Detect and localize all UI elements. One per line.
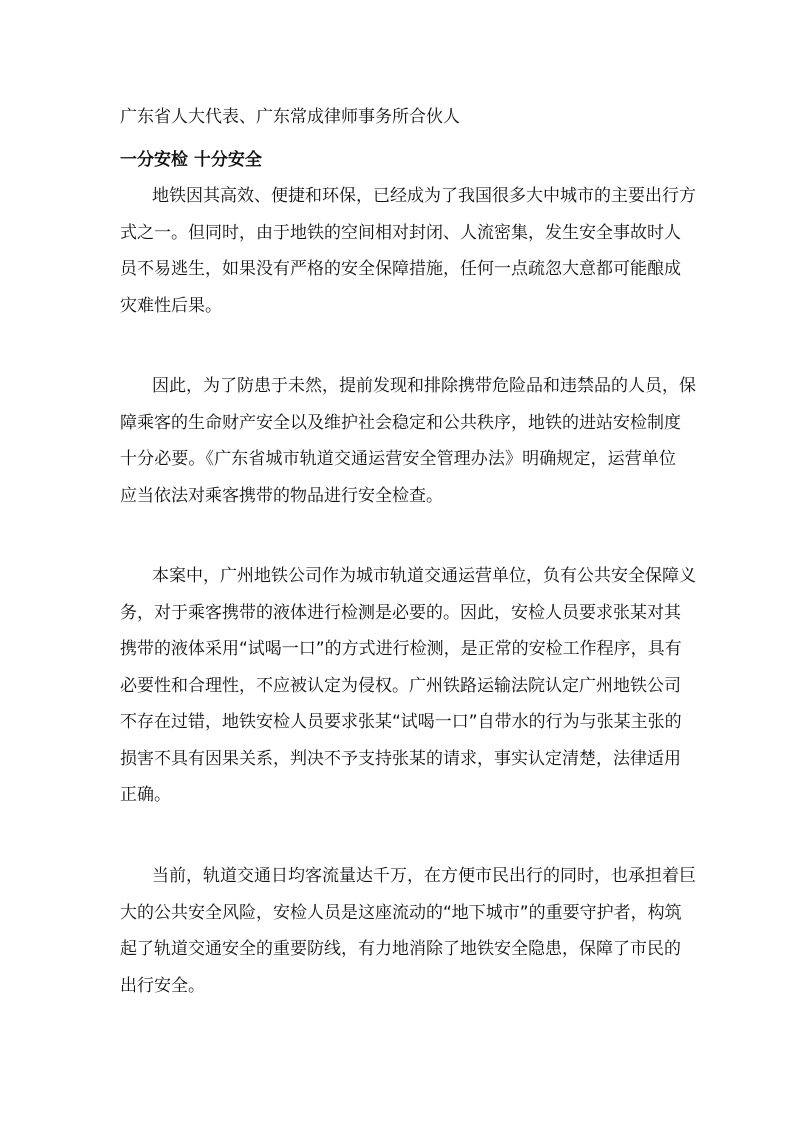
paragraph-line: 地铁因其高效、便捷和环保，已经成为了我国很多大中城市的主要出行方 bbox=[152, 186, 696, 206]
author-line: 广东省人大代表、广东常成律师事务所合伙人 bbox=[120, 107, 460, 127]
paragraph-3 bbox=[120, 558, 696, 814]
paragraph-line: 起了轨道交通安全的重要防线，有力地消除了地铁安全隐患，保障了市民的 bbox=[120, 939, 681, 959]
paragraph-line: 正确。 bbox=[120, 785, 171, 805]
article-heading: 一分安检 十分安全 bbox=[120, 150, 262, 170]
paragraph-2 bbox=[120, 368, 696, 514]
paragraph-line: 出行安全。 bbox=[120, 975, 205, 996]
paragraph-line: 式之一。但同时，由于地铁的空间相对封闭、人流密集，发生安全事故时人 bbox=[120, 222, 681, 243]
paragraph-line: 当前，轨道交通日均客流量达千万，在方便市民出行的同时，也承担着巨 bbox=[152, 866, 696, 886]
paragraph-line: 必要性和合理性，不应被认定为侵权。广州铁路运输法院认定广州地铁公司 bbox=[120, 675, 681, 696]
paragraph-line: 因此，为了防患于未然，提前发现和排除携带危险品和违禁品的人员，保 bbox=[152, 376, 696, 396]
paragraph-4 bbox=[120, 858, 696, 1004]
paragraph-line: 障乘客的生命财产安全以及维护社会稳定和公共秩序，地铁的进站安检制度 bbox=[120, 412, 681, 433]
paragraph-line: 不存在过错，地铁安检人员要求张某“试喝一口”自带水的行为与张某主张的 bbox=[120, 712, 682, 732]
paragraph-line: 损害不具有因果关系，判决不予支持张某的请求，事实认定清楚，法律适用 bbox=[120, 748, 681, 769]
paragraph-line: 应当依法对乘客携带的物品进行安全检查。 bbox=[120, 485, 443, 506]
paragraph-line: 员不易逃生，如果没有严格的安全保障措施，任何一点疏忽大意都可能酿成 bbox=[120, 259, 681, 279]
paragraph-line: 十分必要。《广东省城市轨道交通运营安全管理办法》明确规定，运营单位 bbox=[120, 449, 676, 469]
paragraph-1 bbox=[120, 178, 696, 324]
paragraph-line: 本案中，广州地铁公司作为城市轨道交通运营单位，负有公共安全保障义 bbox=[152, 566, 696, 586]
paragraph-line: 务，对于乘客携带的液体进行检测是必要的。因此，安检人员要求张某对其 bbox=[120, 602, 681, 623]
paragraph-line: 携带的液体采用“试喝一口”的方式进行检测，是正常的安检工作程序，具有 bbox=[120, 639, 682, 659]
paragraph-line: 灾难性后果。 bbox=[120, 295, 222, 316]
paragraph-line: 大的公共安全风险，安检人员是这座流动的“地下城市”的重要守护者，构筑 bbox=[120, 902, 682, 923]
